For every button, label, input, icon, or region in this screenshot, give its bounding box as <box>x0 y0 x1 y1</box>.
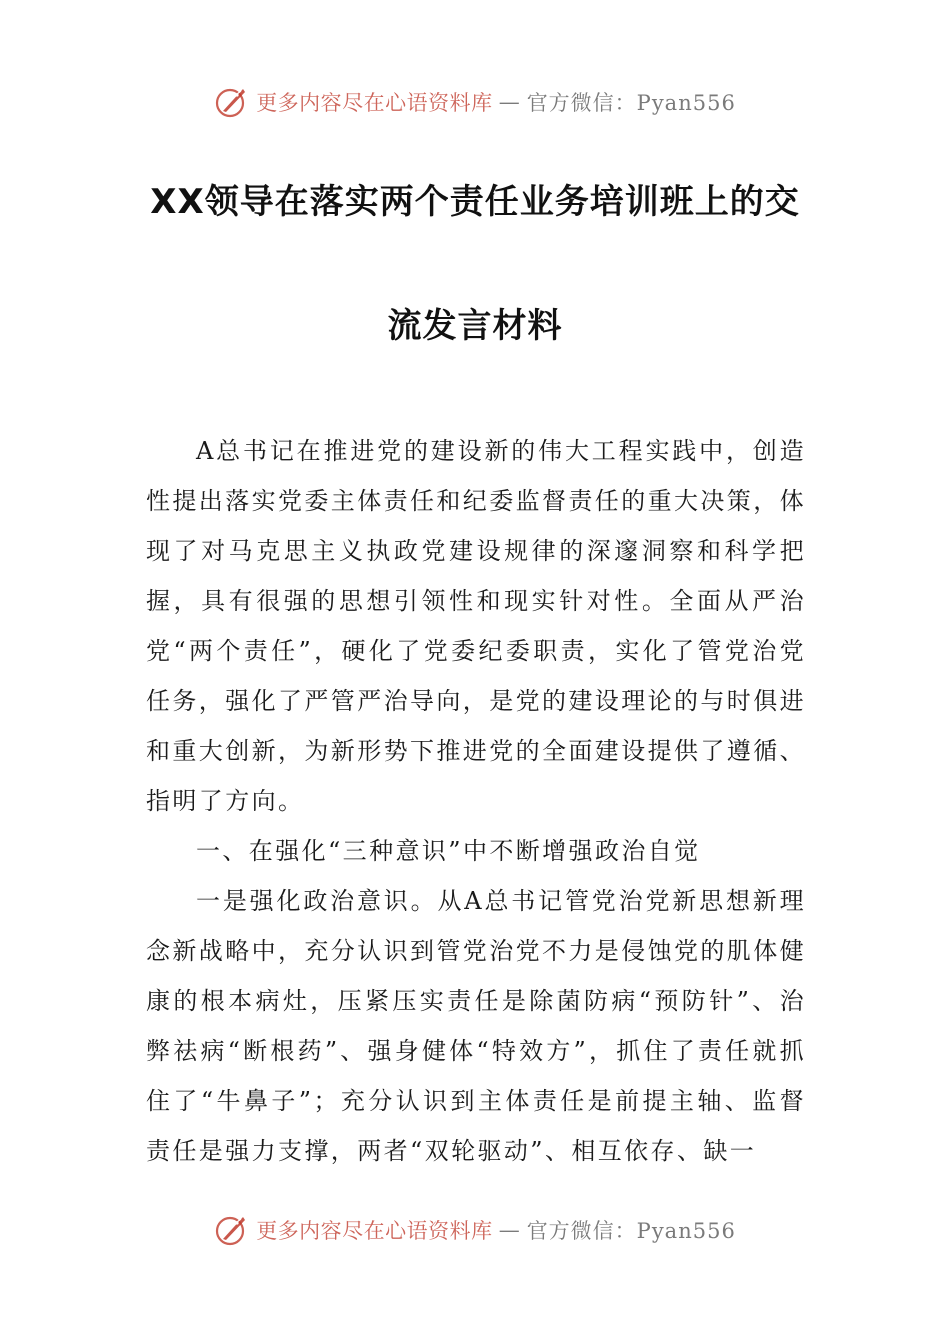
quill-circle-icon <box>214 1212 250 1248</box>
watermark-wechat-text: 官方微信：Pyan556 <box>526 1219 736 1243</box>
watermark-promo-text: 更多内容尽在心语资料库 <box>256 1219 493 1243</box>
document-body <box>146 426 806 1176</box>
watermark-banner-top <box>0 82 950 122</box>
body-paragraph: A总书记在推进党的建设新的伟大工程实践中，创造性提出落实党委主体责任和纪委监督责任的重大决策，体现了对马克思主义执政党建设规律的深邃洞察和科学把握，具有很强的思想引领性和现实针对性。全面从严治党“两个责任”，硬化了党委纪委职责，实化了管党治党任务，强化了严管严治导向，是党的建设理论的与时俱进和重大创新，为新形势下推进党的全面建设提供了遵循、指明了方向。 <box>146 437 806 815</box>
watermark-promo-text: 更多内容尽在心语资料库 <box>256 91 493 115</box>
document-title-line-2: 流发言材料 <box>387 306 563 346</box>
body-paragraph: 一是强化政治意识。从A总书记管党治党新思想新理念新战略中，充分认识到管党治党不力是侵蚀党的肌体健康的根本病灶，压紧压实责任是除菌防病“预防针”、治弊祛病“断根药”、强身健体“特效方”，抓住了责任就抓住了“牛鼻子”；充分认识到主体责任是前提主轴、监督责任是强力支撑，两者“双轮驱动”、相互依存、缺一 <box>146 887 806 1165</box>
watermark-separator: — <box>498 1218 521 1242</box>
section-heading: 一、在强化“三种意识”中不断增强政治自觉 <box>196 837 701 865</box>
watermark-wechat-text: 官方微信：Pyan556 <box>526 91 736 115</box>
watermark-banner-bottom <box>0 1210 950 1250</box>
watermark-separator: — <box>498 90 521 114</box>
quill-circle-icon <box>214 84 250 120</box>
document-title-line-1: XX领导在落实两个责任业务培训班上的交 <box>150 182 800 222</box>
